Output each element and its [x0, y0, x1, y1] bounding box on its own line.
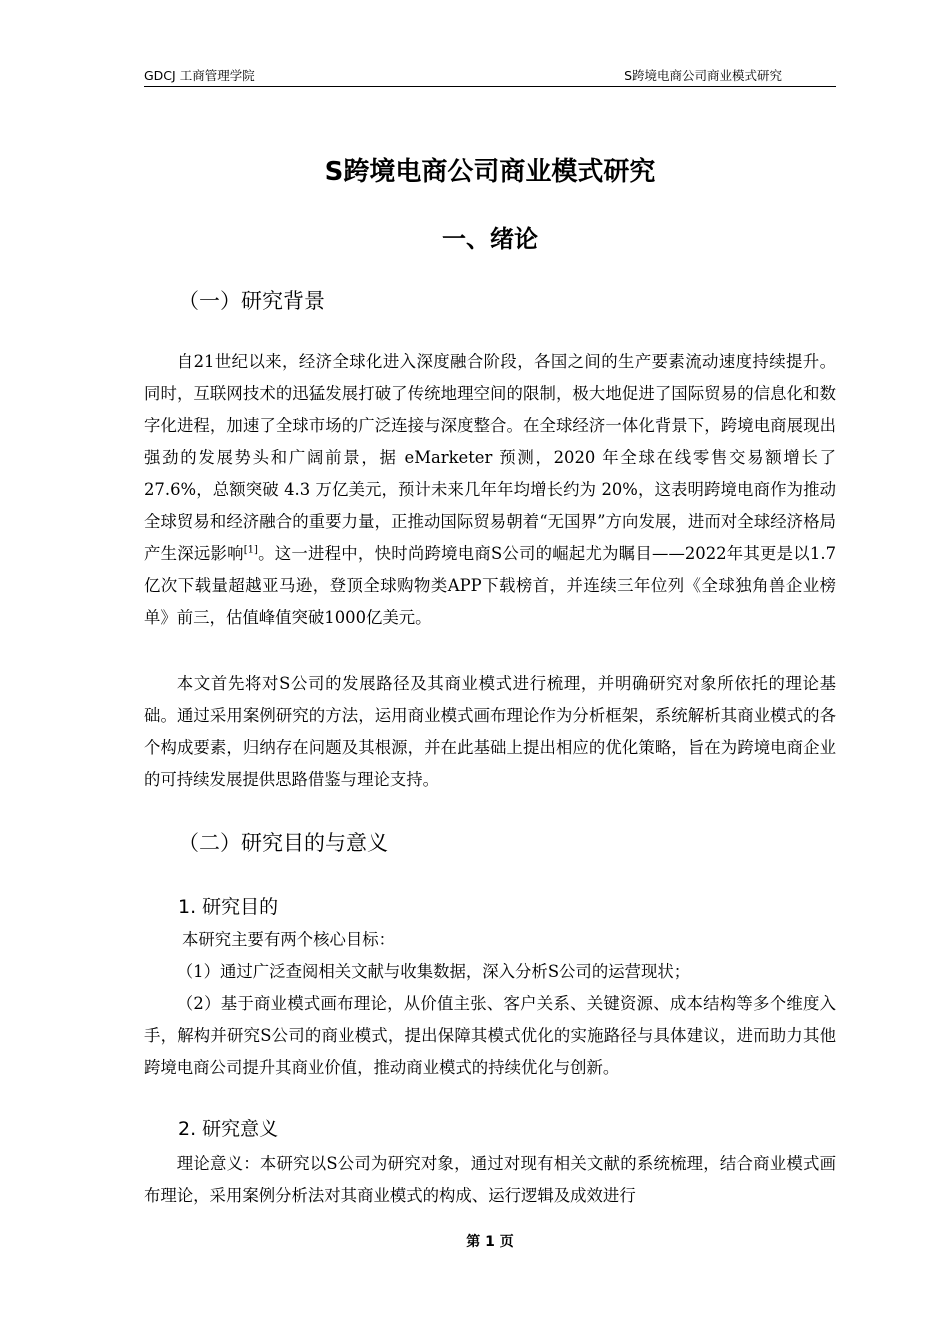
page-header — [144, 68, 836, 87]
background-paragraph-1 — [144, 346, 836, 634]
background-paragraph-1-tail: 。这一进程中，快时尚跨境电商S公司的崛起尤为瞩目——2022年其更是以1.7亿次下载量超越亚马逊，登顶全球购物类APP下载榜首，并连续三年位列《全球独角兽企业榜单》前三，估值峰值突破1000亿美元。 — [144, 544, 836, 627]
background-paragraph-1-text: 自21世纪以来，经济全球化进入深度融合阶段，各国之间的生产要素流动速度持续提升。同时，互联网技术的迅猛发展打破了传统地理空间的限制，极大地促进了国际贸易的信息化和数字化进程，加速了全球市场的广泛连接与深度整合。在全球经济一体化背景下，跨境电商展现出强劲的发展势头和广阔前景，据 eMarketer 预测，2020 年全球在线零售交易额增长了 27.6%，总额突破 4.3 万亿美元，预计未来几年年均增长约为 20%，这表明跨境电商作为推动全球贸易和经济融合的重要力量，正推动国际贸易朝着“无国界”方向发展，进而对全球经济格局产生深远影响 — [144, 352, 836, 563]
purpose-intro: 本研究主要有两个核心目标： — [182, 930, 396, 949]
chapter-heading: 一、绪论 — [442, 225, 538, 253]
purpose-item-1: （1）通过广泛查阅相关文献与收集数据，深入分析S公司的运营现状； — [176, 962, 691, 981]
paper-title: S跨境电商公司商业模式研究 — [324, 157, 656, 187]
header-left-text: GDCJ 工商管理学院 — [144, 68, 255, 83]
header-right-text: S跨境电商公司商业模式研究 — [624, 68, 782, 83]
purpose-item-2: （2）基于商业模式画布理论，从价值主张、客户关系、关键资源、成本结构等多个维度入手，解构并研究S公司的商业模式，提出保障其模式优化的实施路径与具体建议，进而助力其他跨境电商公司提升其商业价值，推动商业模式的持续优化与创新。 — [144, 994, 836, 1077]
section-heading-purpose: （二）研究目的与意义 — [178, 831, 388, 855]
significance-paragraph-1: 理论意义：本研究以S公司为研究对象，通过对现有相关文献的系统梳理，结合商业模式画布理论，采用案例分析法对其商业模式的构成、运行逻辑及成效进行 — [144, 1154, 836, 1205]
section-heading-background: （一）研究背景 — [178, 289, 325, 313]
background-paragraph-2: 本文首先将对S公司的发展路径及其商业模式进行梳理，并明确研究对象所依托的理论基础。通过采用案例研究的方法，运用商业模式画布理论作为分析框架，系统解析其商业模式的各个构成要素，归纳存在问题及其根源，并在此基础上提出相应的优化策略，旨在为跨境电商企业的可持续发展提供思路借鉴与理论支持。 — [144, 674, 836, 789]
page-number: 第 1 页 — [466, 1234, 514, 1250]
citation-ref: [1] — [243, 544, 258, 556]
subsection-heading-significance: 2. 研究意义 — [178, 1118, 279, 1140]
subsection-heading-purpose: 1. 研究目的 — [178, 896, 279, 918]
